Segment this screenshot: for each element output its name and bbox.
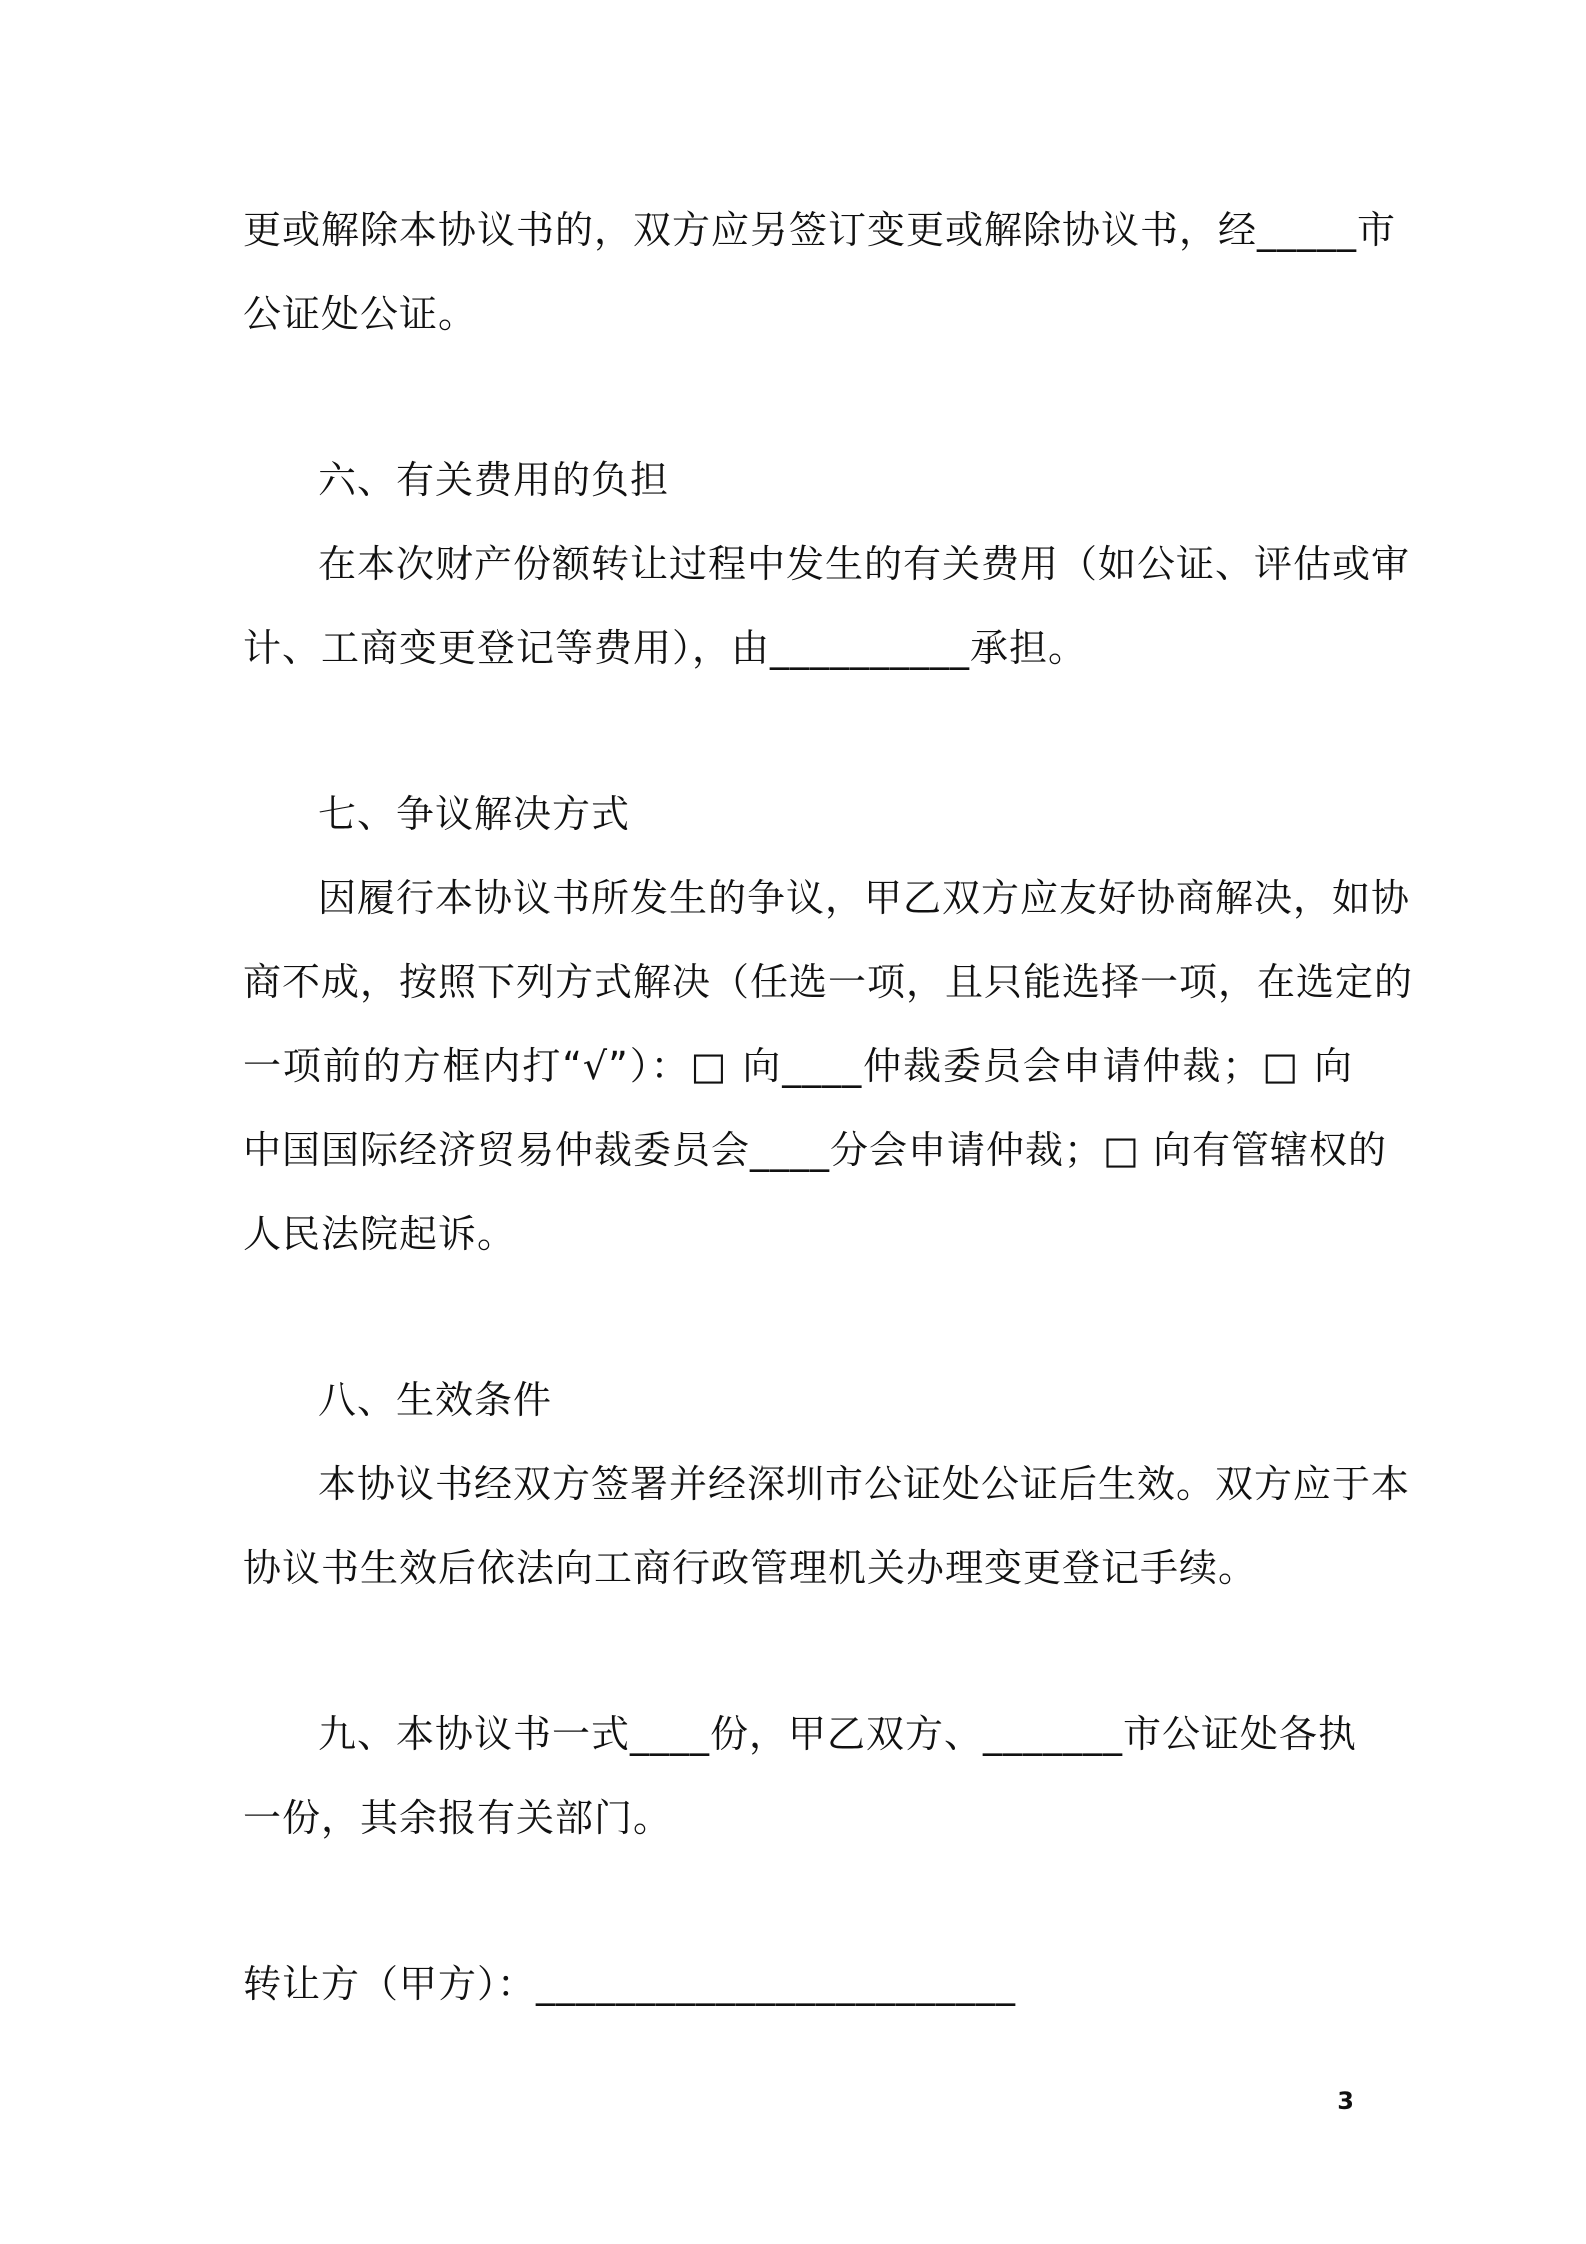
section7-heading: 七、争议解决方式 bbox=[318, 792, 631, 836]
section7-line1: 因履行本协议书所发生的争议，甲乙双方应友好协商解决，如协 bbox=[318, 876, 1411, 920]
section8-heading: 八、生效条件 bbox=[318, 1378, 553, 1422]
signature-transferor: 转让方（甲方）：________________________ bbox=[243, 1962, 1017, 2006]
page-number: 3 bbox=[1337, 2087, 1354, 2115]
section5-continuation-line1: 更或解除本协议书的，双方应另签订变更或解除协议书，经_____市 bbox=[243, 208, 1397, 252]
section5-continuation-line2: 公证处公证。 bbox=[243, 292, 478, 336]
section6-line1: 在本次财产份额转让过程中发生的有关费用（如公证、评估或审 bbox=[318, 542, 1411, 586]
section6-heading: 六、有关费用的负担 bbox=[318, 458, 670, 502]
section7-line2: 商不成，按照下列方式解决（任选一项，且只能选择一项，在选定的 bbox=[243, 960, 1414, 1004]
section8-line1: 本协议书经双方签署并经深圳市公证处公证后生效。双方应于本 bbox=[318, 1462, 1411, 1506]
section7-line4: 中国国际经济贸易仲裁委员会____分会申请仲裁；□ 向有管辖权的 bbox=[243, 1128, 1387, 1172]
section9-line1: 九、本协议书一式____份，甲乙双方、_______市公证处各执 bbox=[318, 1712, 1358, 1756]
section7-line5: 人民法院起诉。 bbox=[243, 1212, 517, 1256]
section6-line2: 计、工商变更登记等费用），由__________承担。 bbox=[243, 626, 1088, 670]
section8-line2: 协议书生效后依法向工商行政管理机关办理变更登记手续。 bbox=[243, 1546, 1258, 1590]
section9-line2: 一份，其余报有关部门。 bbox=[243, 1796, 673, 1840]
section7-line3: 一项前的方框内打“√”）：□ 向____仲裁委员会申请仲裁；□ 向 bbox=[243, 1044, 1353, 1088]
